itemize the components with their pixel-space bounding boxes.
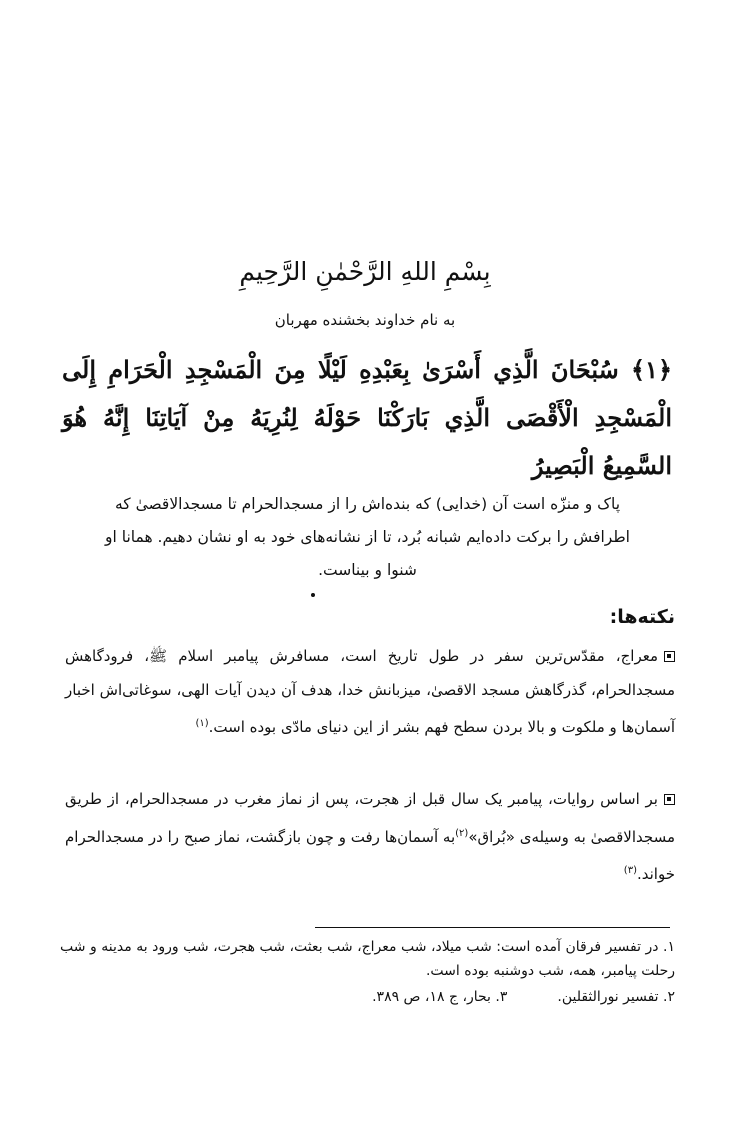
note-item	[65, 783, 675, 892]
verse-number: ﴿۱﴾	[630, 355, 672, 384]
basmala: بِسْمِ اللهِ الرَّحْمٰنِ الرَّحِيمِ	[239, 257, 491, 286]
note-item	[65, 640, 675, 745]
footnote-ref: (۳)	[623, 865, 637, 876]
note-text: بر اساس روایات، پیامبر یک سال قبل از هجرت، پس از نماز مغرب در مسجدالحرام، از طریق مسجدالاقصیٰ به وسیله‌ی «بُراق»	[65, 790, 675, 846]
notes-heading: نکته‌ها:	[609, 606, 675, 628]
square-bullet-icon	[664, 794, 675, 805]
footnote-2: ۲. تفسیر نورالثقلین.	[557, 989, 675, 1005]
basmala-translation: به نام خداوند بخشنده مهربان	[274, 311, 456, 329]
note-text: به آسمان‌ها رفت و چون بازگشت، نماز صبح را در مسجدالحرام خواند.	[65, 827, 675, 883]
quran-verse	[62, 346, 672, 490]
square-bullet-icon	[664, 651, 675, 662]
footnote-1: ۱. در تفسیر فرقان آمده است: شب میلاد، شب معراج، شب بعثت، شب هجرت، شب ورود به مدینه و شب رحلت پیامبر، همه، شب دوشنبه بوده است.	[60, 939, 675, 979]
footnote-ref: (۲)	[455, 827, 469, 839]
footnote-3: ۳. بحار، ج ۱۸، ص ۳۸۹.	[372, 989, 508, 1005]
footnote-row	[60, 985, 675, 1009]
verse-translation: پاک و منزّه است آن (خدایی) که بنده‌اش را از مسجدالحرام تا مسجدالاقصیٰ که اطرافش را برکت داده‌ایم شبانه بُرد، تا از نشانه‌های خود به او نشان دهیم. همانا او شنوا و بیناست.	[105, 495, 630, 579]
verse-text: سُبْحَانَ الَّذِي أَسْرَىٰ بِعَبْدِهِ لَيْلًا مِنَ الْمَسْجِدِ الْحَرَامِ إِلَى الْمَسْجِدِ الْأَقْصَى الَّذِي بَارَكْنَا حَوْلَهُ لِنُرِيَهُ مِنْ آيَاتِنَا إِنَّهُ هُوَ السَّمِيعُ الْبَصِيرُ	[62, 355, 673, 480]
footnotes	[60, 935, 675, 1009]
footnote-divider	[315, 927, 670, 928]
decorative-dot	[311, 593, 315, 597]
footnote-ref: (۱)	[195, 718, 209, 729]
note-text: معراج، مقدّس‌ترین سفر در طول تاریخ است، مسافرش پیامبر اسلام ﷺ، فرودگاهش مسجدالحرام، گذرگاهش مسجد الاقصیٰ، میزبانش خدا، هدف آن دیدن آیات الهی، سوغاتی‌اش اخبار آسمان‌ها و ملکوت و بالا بردن سطح فهم بشر از این دنیای مادّی بوده است.	[65, 647, 675, 736]
